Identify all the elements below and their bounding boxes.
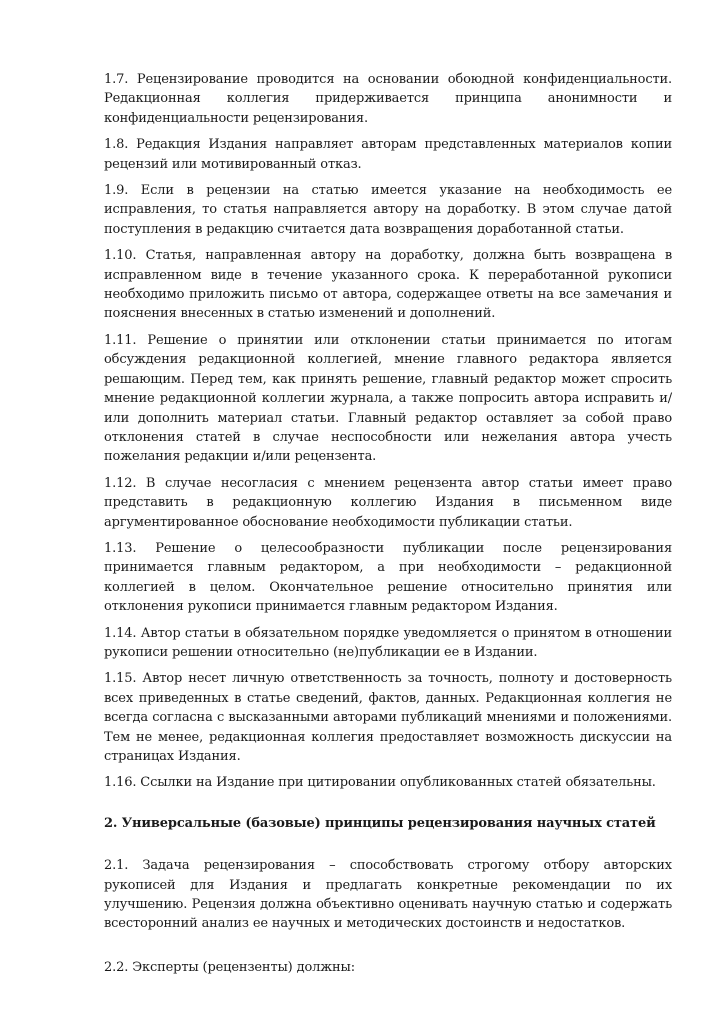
paragraph-1-12: 1.12. В случае несогласия с мнением рецензента автор статьи имеет право представить в редакционную коллегию Издания в письменном виде аргументированное обоснование необходимости публикации статьи. (104, 475, 672, 530)
paragraph-1-9: 1.9. Если в рецензии на статью имеется указание на необходимость ее исправления, то статья направляется автору на доработку. В этом случае датой поступления в редакцию считается дата возвращения доработанной статьи. (104, 183, 672, 237)
paragraph-1-11: 1.11. Решение о принятии или отклонении статьи принимается по итогам обсуждения редакционной коллегией, мнение главного редактора является решающим. Перед тем, как принять решение, главный редактор может спросить мнение редакционной коллегии журнала, а также попросить автора исправить и/или дополнить материал статьи. Главный редактор оставляет за собой право отклонения статей в случае неспособности или нежелания автора учесть пожелания редакции и/или рецензента. (104, 332, 672, 465)
paragraph-1-14: 1.14. Автор статьи в обязательном порядке уведомляется о принятом в отношении рукописи решении относительно (не)публикации ее в Издании. (104, 625, 672, 660)
paragraph-1-7: 1.7. Рецензирование проводится на основании обоюдной конфиденциальности. Редакционная коллегия придерживается принципа анонимности и конфиденциальности рецензирования. (104, 72, 672, 126)
paragraph-2-1: 2.1. Задача рецензирования – способствовать строгому отбору авторских рукописей для Издания и предлагать конкретные рекомендации по их улучшению. Рецензия должна объективно оценивать научную статью и содержать всесторонний анализ ее научных и методических достоинств и недостатков. (104, 858, 672, 932)
paragraph-2-2: 2.2. Эксперты (рецензенты) должны: (104, 959, 355, 975)
section-2-heading: 2. Универсальные (базовые) принципы рецензирования научных статей (104, 815, 656, 831)
paragraph-1-13: 1.13. Решение о целесообразности публикации после рецензирования принимается главным редактором, а при необходимости – редакционной коллегией в целом. Окончательное решение относительно принятия или отклонения рукописи принимается главным редактором Издания. (104, 540, 672, 615)
paragraph-1-15: 1.15. Автор несет личную ответственность за точность, полноту и достоверность всех приведенных в статье сведений, фактов, данных. Редакционная коллегия не всегда согласна с высказанными авторами публикаций мнениями и положениями. Тем не менее, редакционная коллегия предоставляет возможность дискуссии на страницах Издания. (104, 671, 672, 764)
paragraph-1-10: 1.10. Статья, направленная автору на доработку, должна быть возвращена в исправленном виде в течение указанного срока. К переработанной рукописи необходимо приложить письмо от автора, содержащее ответы на все замечания и пояснения внесенных в статью изменений и дополнений. (104, 248, 672, 322)
paragraph-1-16: 1.16. Ссылки на Издание при цитировании опубликованных статей обязательны. (104, 775, 656, 791)
document-page (104, 70, 672, 984)
paragraph-1-8: 1.8. Редакция Издания направляет авторам представленных материалов копии рецензий или мотивированный отказ. (104, 137, 672, 172)
